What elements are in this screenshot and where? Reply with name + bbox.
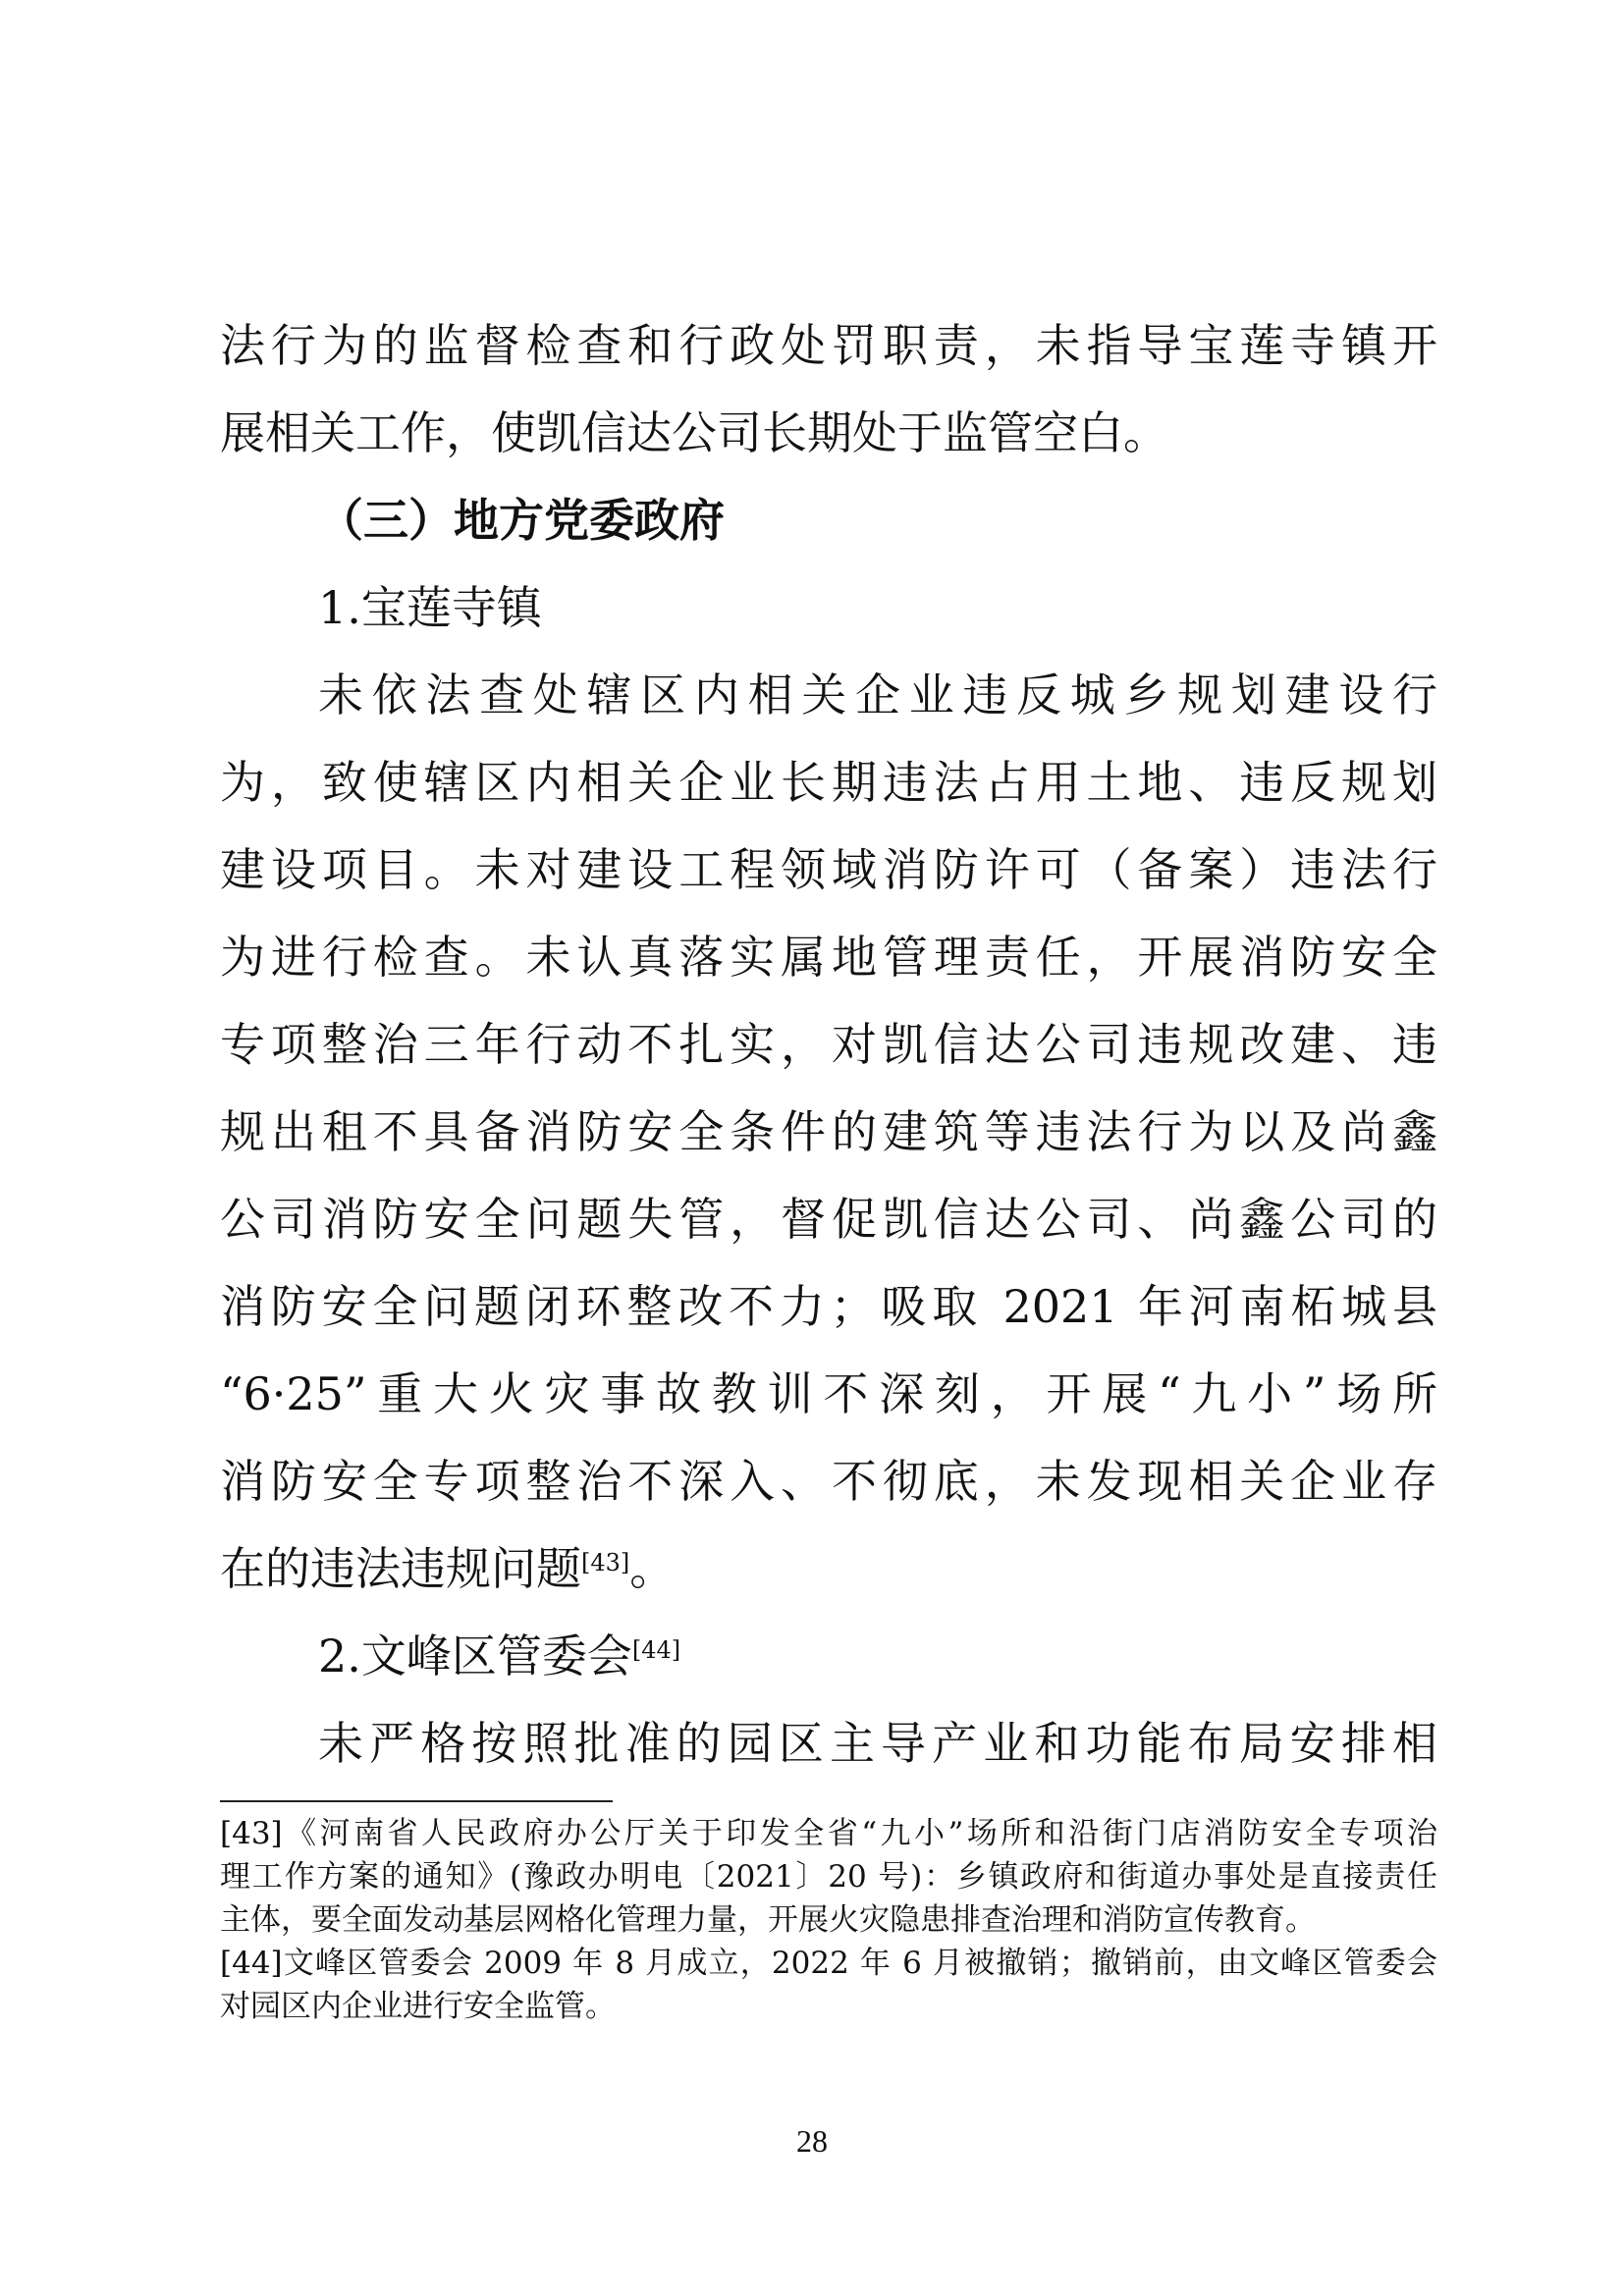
subsection-heading bbox=[220, 1613, 1437, 1700]
paragraph-line: 建设项目。未对建设工程领域消防许可（备案）违法行 bbox=[220, 843, 1437, 896]
footnote-reference: [44] bbox=[631, 1636, 681, 1664]
footnote-separator bbox=[220, 1800, 613, 1802]
footnote-line: 对园区内企业进行安全监管。 bbox=[220, 1989, 616, 2024]
footnote-reference: [43] bbox=[581, 1549, 630, 1576]
subsection-heading-text: 2.文峰区管委会 bbox=[318, 1629, 632, 1682]
footnote-line: [43]《河南省人民政府办公厅关于印发全省“九小”场所和沿街门店消防安全专项治 bbox=[220, 1816, 1437, 1851]
footnotes bbox=[220, 1812, 1437, 2028]
body-text bbox=[220, 302, 1437, 1788]
footnote-line: [44]文峰区管委会 2009 年 8 月成立，2022 年 6 月被撤销；撤销前，由文峰区管委会 bbox=[220, 1946, 1437, 1981]
footnote-line: 主体，要全面发动基层网格化管理力量，开展火灾隐患排查治理和消防宣传教育。 bbox=[220, 1902, 1316, 1938]
paragraph-line bbox=[220, 1525, 1437, 1613]
paragraph-text: 在的违法违规问题 bbox=[220, 1542, 581, 1595]
paragraph-line: 消防安全问题闭环整改不力；吸取 2021 年河南柘城县 bbox=[220, 1280, 1437, 1333]
paragraph-line: 为，致使辖区内相关企业长期违法占用土地、违反规划 bbox=[220, 756, 1437, 809]
paragraph-line: “6·25”重大火灾事故教训不深刻，开展“九小”场所 bbox=[220, 1367, 1437, 1420]
paragraph-line: 为进行检查。未认真落实属地管理责任，开展消防安全 bbox=[220, 931, 1437, 984]
paragraph-line: 消防安全专项整治不深入、不彻底，未发现相关企业存 bbox=[220, 1455, 1437, 1508]
paragraph-text: 。 bbox=[629, 1542, 676, 1595]
paragraph-line: 专项整治三年行动不扎实，对凯信达公司违规改建、违 bbox=[220, 1018, 1437, 1071]
page-number: 28 bbox=[796, 2123, 828, 2159]
paragraph-line: 未依法查处辖区内相关企业违反城乡规划建设行 bbox=[318, 668, 1437, 721]
section-heading: （三）地方党委政府 bbox=[318, 494, 725, 547]
paragraph-line: 展相关工作，使凯信达公司长期处于监管空白。 bbox=[220, 406, 1168, 459]
footnote-line: 理工作方案的通知》(豫政办明电〔2021〕20 号)：乡镇政府和街道办事处是直接责任 bbox=[220, 1859, 1437, 1895]
paragraph-line: 未严格按照批准的园区主导产业和功能布局安排相 bbox=[318, 1717, 1437, 1770]
subsection-heading: 1.宝莲寺镇 bbox=[318, 581, 542, 634]
paragraph-line: 规出租不具备消防安全条件的建筑等违法行为以及尚鑫 bbox=[220, 1105, 1437, 1158]
paragraph-line: 法行为的监督检查和行政处罚职责，未指导宝莲寺镇开 bbox=[220, 319, 1437, 372]
paragraph-line: 公司消防安全问题失管，督促凯信达公司、尚鑫公司的 bbox=[220, 1193, 1437, 1246]
